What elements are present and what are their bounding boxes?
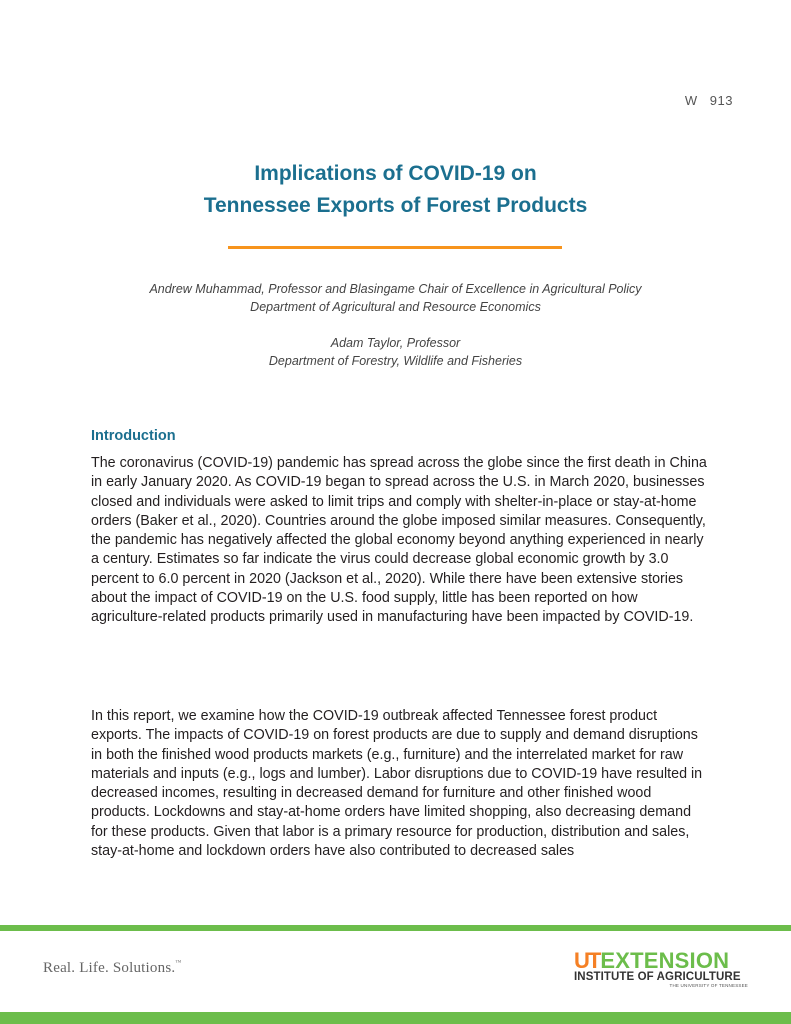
author-muhammad <box>0 280 791 316</box>
ut-extension-logo <box>574 948 750 988</box>
ut-logo-icon: UT <box>574 948 600 973</box>
author-department: Department of Forestry, Wildlife and Fisheries <box>268 354 523 368</box>
author-department: Department of Agricultural and Resource Economics <box>250 300 541 314</box>
author-taylor <box>0 334 791 370</box>
footer-divider-top <box>0 925 791 931</box>
tagline-text: Real. Life. Solutions. <box>43 960 176 976</box>
footer-bar-bottom <box>0 1012 791 1024</box>
trademark-symbol: ™ <box>175 960 182 966</box>
logo-university-text: THE UNIVERSITY OF TENNESSEE <box>669 983 748 988</box>
section-heading-introduction: Introduction <box>91 428 176 444</box>
intro-paragraph-2: In this report, we examine how the COVID-19 outbreak affected Tennessee forest product exports. The impacts of COVID-19 on forest products are due to supply and demand disruptions in both the finished wood products markets (e.g., furniture) and the interrelated market for raw materials and inputs (e.g., logs and lumber). Labor disruptions due to COVID-19 have resulted in decreased incomes, resulting in decreased demand for furniture and other finished wood products. Lockdowns and stay-at-home orders have limited shopping, also decreasing demand for these products. Given that labor is a primary resource for production, distribution and sales, stay-at-home and lockdown orders have also contributed to decreased sales <box>91 708 703 860</box>
author-name-title: Adam Taylor, Professor <box>330 336 461 350</box>
document-title <box>0 158 791 222</box>
logo-extension-text: EXTENSION <box>600 948 730 973</box>
logo-wordmark <box>574 948 750 973</box>
title-divider <box>228 246 562 249</box>
author-name-title: Andrew Muhammad, Professor and Blasingame Chair of Excellence in Agricultural Policy <box>149 282 642 296</box>
title-line-1: Implications of COVID-19 on <box>254 162 537 185</box>
logo-institute-text: INSTITUTE OF AGRICULTURE <box>574 971 741 983</box>
authors-block <box>0 280 791 388</box>
title-line-2: Tennessee Exports of Forest Products <box>203 194 588 217</box>
document-number: W 913 <box>684 93 733 108</box>
footer-tagline <box>43 960 181 977</box>
intro-paragraph-1: The coronavirus (COVID-19) pandemic has spread across the globe since the first death in China in early January 2020. As COVID-19 began to spread across the U.S. in March 2020, businesses closed and individuals were asked to limit trips and comply with shelter-in-place or stay-at-home orders (Baker et al., 2020). Countries around the globe imposed similar measures. Consequently, the pandemic has negatively affected the global economy beyond anything experienced in nearly a century. Estimates so far indicate the virus could decrease global economic growth by 3.0 percent to 6.0 percent in 2020 (Jackson et al., 2020). While there have been extensive stories about the impact of COVID-19 on the U.S. food supply, little has been reported on how agriculture-related products primarily used in manufacturing have been impacted by COVID-19. <box>91 455 707 626</box>
